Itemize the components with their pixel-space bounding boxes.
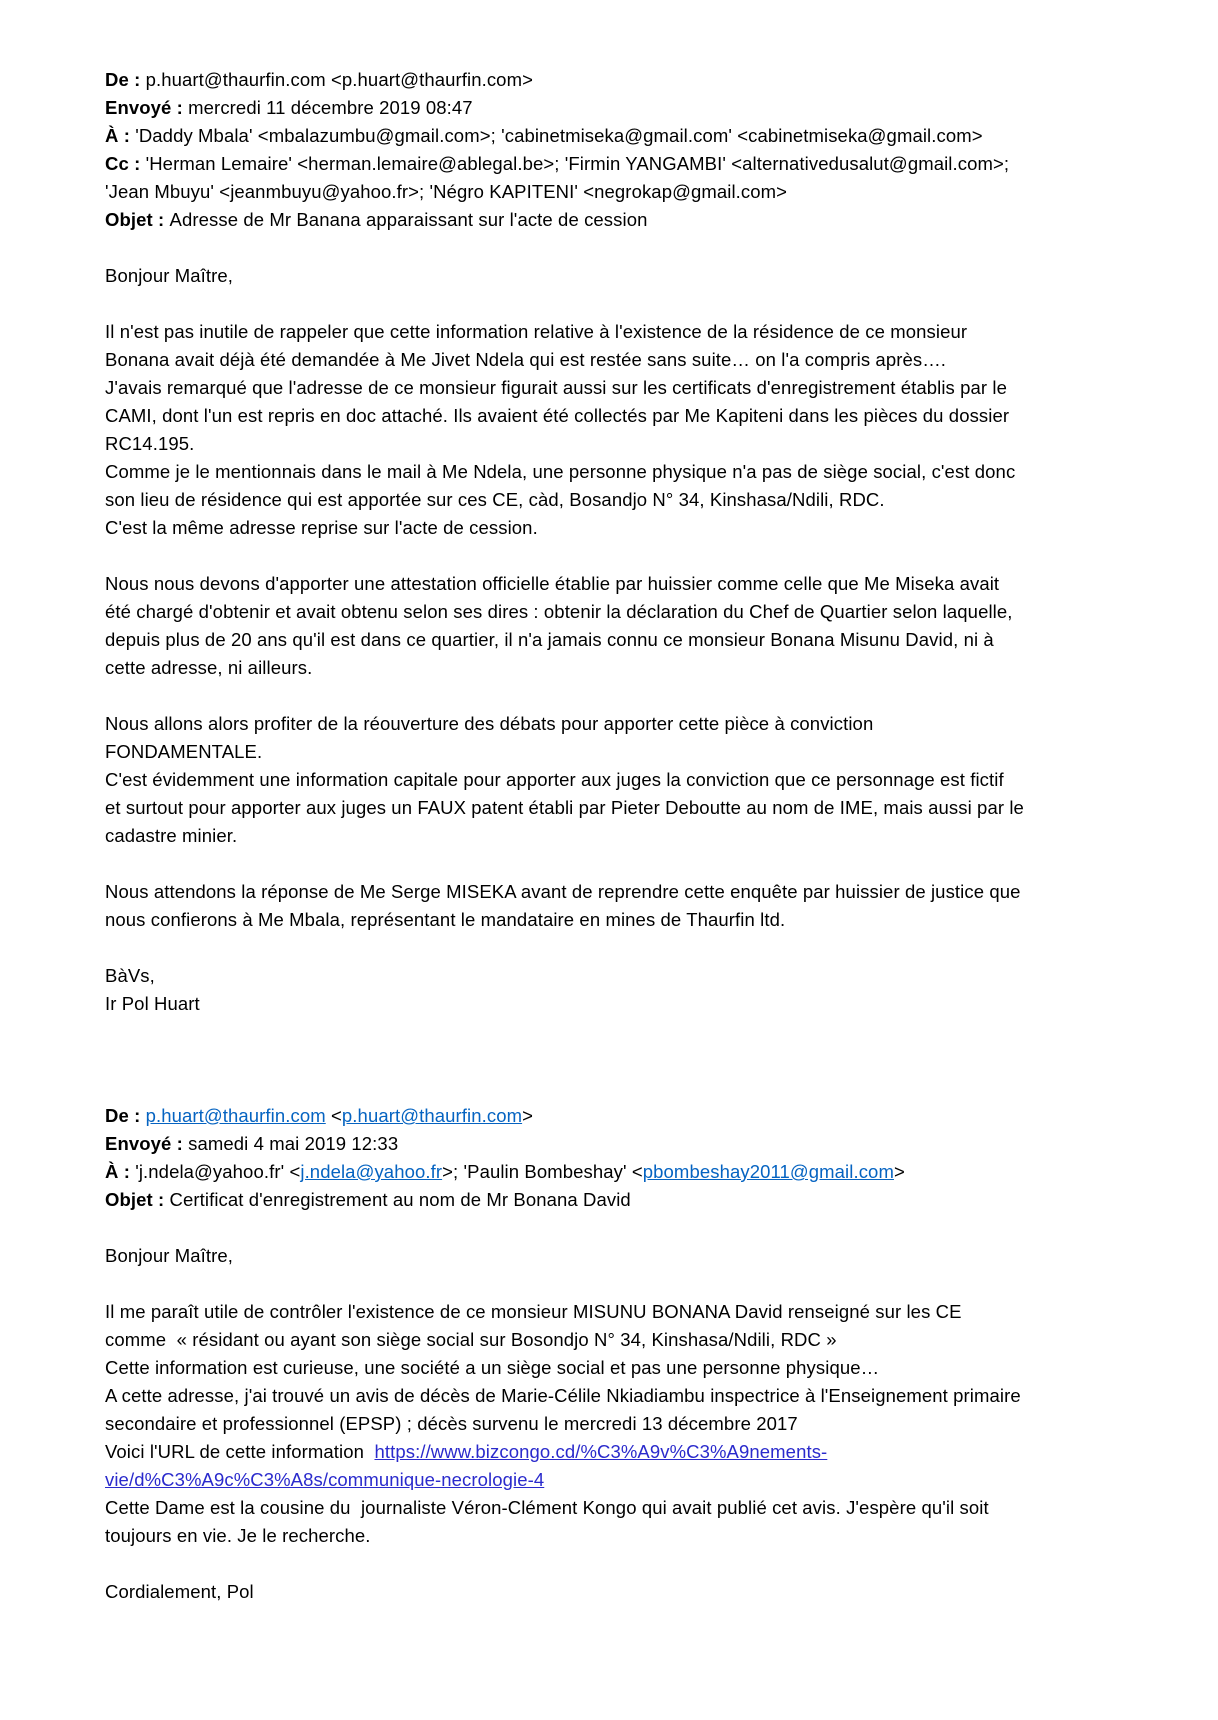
text-run: < — [325, 1105, 342, 1126]
body-line — [105, 514, 1128, 542]
email-2 — [105, 1102, 1128, 1606]
header-line-de — [105, 66, 1128, 94]
blank-line — [105, 1018, 1128, 1046]
text-run: p.huart@thaurfin.com <p.huart@thaurfin.com> — [145, 69, 533, 90]
text-run: Cordialement, Pol — [105, 1581, 254, 1602]
body-line — [105, 486, 1128, 514]
text-run: Cette Dame est la cousine du journaliste Véron-Clément Kongo qui avait publié cet avis. J'espère qu'il soit — [105, 1497, 989, 1518]
header-line-a — [105, 1158, 1128, 1186]
article-url-link[interactable]: https://www.bizcongo.cd/%C3%A9v%C3%A9nements- — [374, 1441, 828, 1462]
blank-line — [105, 234, 1128, 262]
field-label: Envoyé : — [105, 97, 189, 118]
text-run: 'Daddy Mbala' <mbalazumbu@gmail.com>; 'cabinetmiseka@gmail.com' <cabinetmiseka@gmail.com> — [135, 125, 983, 146]
text-run: secondaire et professionnel (EPSP) ; décès survenu le mercredi 13 décembre 2017 — [105, 1413, 798, 1434]
text-run: Ir Pol Huart — [105, 993, 200, 1014]
body-line — [105, 710, 1128, 738]
article-url-link[interactable]: vie/d%C3%A9c%C3%A8s/communique-necrologie-4 — [105, 1469, 545, 1490]
text-run: Nous allons alors profiter de la réouverture des débats pour apporter cette pièce à conviction — [105, 713, 874, 734]
body-line — [105, 878, 1128, 906]
signoff-line — [105, 962, 1128, 990]
field-label: De : — [105, 69, 146, 90]
body-line — [105, 402, 1128, 430]
email-1 — [105, 66, 1128, 1102]
text-run: FONDAMENTALE. — [105, 741, 263, 762]
header-line-objet — [105, 1186, 1128, 1214]
text-run: et surtout pour apporter aux juges un FAUX patent établi par Pieter Deboutte au nom de IME, mais aussi par le — [105, 797, 1024, 818]
sender-email-link[interactable]: p.huart@thaurfin.com — [145, 1105, 326, 1126]
blank-line — [105, 290, 1128, 318]
text-run: 'Herman Lemaire' <herman.lemaire@ablegal.be>; 'Firmin YANGAMBI' <alternativedusalut@gmail.com>; — [145, 153, 1010, 174]
body-line — [105, 626, 1128, 654]
blank-line — [105, 1214, 1128, 1242]
body-line — [105, 430, 1128, 458]
field-label: Envoyé : — [105, 1133, 189, 1154]
text-run: Il me paraît utile de contrôler l'existence de ce monsieur MISUNU BONANA David renseigné sur les CE — [105, 1301, 962, 1322]
text-run: Bonjour Maître, — [105, 1245, 233, 1266]
body-line — [105, 570, 1128, 598]
body-line — [105, 1466, 1128, 1494]
text-run: A cette adresse, j'ai trouvé un avis de décès de Marie-Célile Nkiadiambu inspectrice à l'Enseignement primaire — [105, 1385, 1021, 1406]
body-line — [105, 1382, 1128, 1410]
body-line — [105, 374, 1128, 402]
blank-line — [105, 542, 1128, 570]
recipient-email-link[interactable]: pbombeshay2011@gmail.com — [642, 1161, 894, 1182]
body-line — [105, 346, 1128, 374]
text-run: comme « résidant ou ayant son siège social sur Bosondjo N° 34, Kinshasa/Ndili, RDC » — [105, 1329, 837, 1350]
text-run: toujours en vie. Je le recherche. — [105, 1525, 371, 1546]
body-line — [105, 458, 1128, 486]
header-line-envoye — [105, 1130, 1128, 1158]
body-line — [105, 1354, 1128, 1382]
body-line — [105, 906, 1128, 934]
text-run: Nous nous devons d'apporter une attestation officielle établie par huissier comme celle que Me Miseka avait — [105, 573, 1000, 594]
field-label: À : — [105, 1161, 136, 1182]
text-run: depuis plus de 20 ans qu'il est dans ce quartier, il n'a jamais connu ce monsieur Bonana Misunu David, ni à — [105, 629, 994, 650]
text-run: Bonjour Maître, — [105, 265, 233, 286]
header-line-envoye — [105, 94, 1128, 122]
text-run: J'avais remarqué que l'adresse de ce monsieur figurait aussi sur les certificats d'enregistrement établis par le — [105, 377, 1007, 398]
body-line — [105, 738, 1128, 766]
blank-line — [105, 1074, 1128, 1102]
blank-line — [105, 1046, 1128, 1074]
text-run: Voici l'URL de cette information — [105, 1441, 375, 1462]
header-line-objet — [105, 206, 1128, 234]
signoff-line — [105, 1578, 1128, 1606]
recipient-email-link[interactable]: j.ndela@yahoo.fr — [300, 1161, 443, 1182]
field-label: À : — [105, 125, 136, 146]
header-line-cc-cont — [105, 178, 1128, 206]
text-run: son lieu de résidence qui est apportée sur ces CE, càd, Bosandjo N° 34, Kinshasa/Ndili, RDC. — [105, 489, 885, 510]
blank-line — [105, 1550, 1128, 1578]
text-run: > — [522, 1105, 533, 1126]
text-run: 'j.ndela@yahoo.fr' < — [135, 1161, 301, 1182]
blank-line — [105, 682, 1128, 710]
body-line — [105, 598, 1128, 626]
body-line — [105, 1242, 1128, 1270]
body-line — [105, 262, 1128, 290]
body-line — [105, 822, 1128, 850]
body-line — [105, 654, 1128, 682]
text-run: nous confierons à Me Mbala, représentant le mandataire en mines de Thaurfin ltd. — [105, 909, 786, 930]
field-label: Objet : — [105, 1189, 170, 1210]
body-line — [105, 1522, 1128, 1550]
text-run: été chargé d'obtenir et avait obtenu selon ses dires : obtenir la déclaration du Chef de Quartier selon laquelle, — [105, 601, 1013, 622]
header-line-de — [105, 1102, 1128, 1130]
field-label: De : — [105, 1105, 146, 1126]
text-run: cette adresse, ni ailleurs. — [105, 657, 313, 678]
text-run: RC14.195. — [105, 433, 195, 454]
body-line — [105, 318, 1128, 346]
body-line — [105, 794, 1128, 822]
blank-line — [105, 934, 1128, 962]
text-run: Comme je le mentionnais dans le mail à Me Ndela, une personne physique n'a pas de siège social, c'est donc — [105, 461, 1016, 482]
text-run: Nous attendons la réponse de Me Serge MISEKA avant de reprendre cette enquête par huissier de justice que — [105, 881, 1021, 902]
body-line — [105, 766, 1128, 794]
text-run: >; 'Paulin Bombeshay' < — [442, 1161, 643, 1182]
text-run: > — [893, 1161, 905, 1182]
text-run: C'est la même adresse reprise sur l'acte de cession. — [105, 517, 538, 538]
text-run: mercredi 11 décembre 2019 08:47 — [188, 97, 473, 118]
header-line-a — [105, 122, 1128, 150]
text-run: 'Jean Mbuyu' <jeanmbuyu@yahoo.fr>; 'Négro KAPITENI' <negrokap@gmail.com> — [105, 181, 788, 202]
header-line-cc — [105, 150, 1128, 178]
blank-line — [105, 850, 1128, 878]
text-run: Certificat d'enregistrement au nom de Mr Bonana David — [169, 1189, 631, 1210]
body-line — [105, 1410, 1128, 1438]
blank-line — [105, 1270, 1128, 1298]
text-run: cadastre minier. — [105, 825, 238, 846]
text-run: C'est évidemment une information capitale pour apporter aux juges la conviction que ce personnage est fictif — [105, 769, 1004, 790]
signature-line — [105, 990, 1128, 1018]
text-run: Bonana avait déjà été demandée à Me Jivet Ndela qui est restée sans suite… on l'a compris après…. — [105, 349, 947, 370]
body-line — [105, 1494, 1128, 1522]
body-line — [105, 1326, 1128, 1354]
sender-email-link[interactable]: p.huart@thaurfin.com — [341, 1105, 523, 1126]
text-run: Cette information est curieuse, une société a un siège social et pas une personne physique… — [105, 1357, 880, 1378]
text-run: samedi 4 mai 2019 12:33 — [188, 1133, 399, 1154]
text-run: BàVs, — [105, 965, 155, 986]
field-label: Objet : — [105, 209, 170, 230]
text-run: Adresse de Mr Banana apparaissant sur l'acte de cession — [169, 209, 648, 230]
field-label: Cc : — [105, 153, 146, 174]
body-line — [105, 1298, 1128, 1326]
text-run: CAMI, dont l'un est repris en doc attaché. Ils avaient été collectés par Me Kapiteni dans les pièces du dossier — [105, 405, 1010, 426]
body-line — [105, 1438, 1128, 1466]
text-run: Il n'est pas inutile de rappeler que cette information relative à l'existence de la résidence de ce monsieur — [105, 321, 968, 342]
